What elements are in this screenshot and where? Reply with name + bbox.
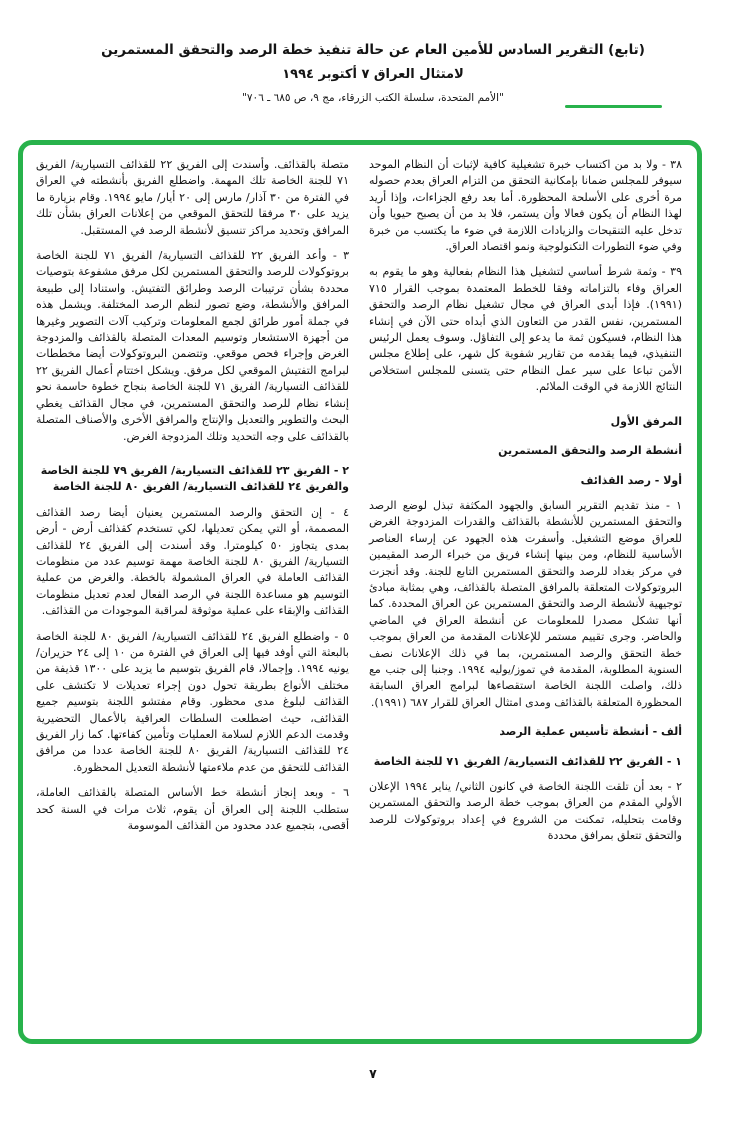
section-heading: أولا - رصد القذائف (580, 473, 682, 487)
page-number: ٧ (369, 1066, 377, 1081)
document-header (0, 42, 746, 104)
document-subtitle: لامتثال العراق ٧ أكتوبر ١٩٩٤ (282, 67, 464, 82)
body-paragraph: ٥ - واضطلع الفريق ٢٤ للقذائف التسيارية/ الفريق ٨٠ للجنة الخاصة بالبعثة التي أوفد فيها إلى العراق في الفترة من ١٠ إلى ٢٤ حزيران/ يونيه ١٩٩٤. وإجمالا، قام الفريق بتوسيم ما يزيد على ١٣٠٠ قذيفة من مختلف الأنواع بطريقة تحول دون إجراء تعديلات لا تكتشف على القذائف لبلوغ مدى محظور. وقام مفتشو اللجنة بتوسيم جميع القذائف، حيث اضطلعت السلطات العراقية بالأعمال التحضيرية وقدمت الدعم اللازم لسلامة العمليات وتأمين كفاءتها. كما زار الفريق ٢٤ للقذائف التسيارية/ الفريق ٨٠ للجنة الخاصة عددا من مرافق القذائف للتحقق من عدم ملاءمتها لأنشطة التعديل المحظورة. (36, 629, 349, 774)
two-column-layout (36, 157, 682, 1031)
section-heading: المرفق الأول (610, 414, 682, 428)
green-underline-mark (565, 105, 662, 108)
document-title: (تابع) التقرير السادس للأمين العام عن حالة تنفيذ خطة الرصد والتحقق المستمرين (101, 42, 645, 58)
body-paragraph: ٤ - إن التحقق والرصد المستمرين يعنيان أيضا رصد القذائف المصممة، أو التي يمكن تعديلها، لكي تستخدم كقذائف أرض - أرض بمدى يتجاوز ٥٠ كيلومترا. وقد أسندت إلى الفريق ٢٤ للقذائف التسيارية/ الفريق ٨٠ للجنة الخاصة مهمة توسيم عدد من منظومات القذائف العاملة في العراق المشمولة بالخطة. والغرض من عملية التوسيم هو مساعدة اللجنة في الرصد الفعال لعدم تعديل منظومات القذائف والإبقاء على عملية موثوقة لمراقبة الموجودات من القذائف. (36, 505, 349, 618)
content-border-box (18, 140, 702, 1044)
body-paragraph: ٣٨ - ولا بد من اكتساب خبرة تشغيلية كافية لإثبات أن النظام الموحد سيوفر للمجلس ضمانا بإمكانية التحقق من التزام العراق بعدم حصوله مرة أخرى على الأسلحة المحظورة. أما بعد رفع الجزاءات، وإذا أريد لهذا النظام أن يكون فعالا وأن يستمر، فلا بد من أن يصبح حيويا وأن تدخل عليه التنقيحات والزيادات اللازمة في ضوء ما يكتسب من خبرة وفي ضوء التطورات التكنولوجية ونمو اقتصاد العراق. (369, 158, 682, 254)
right-column (369, 157, 682, 1031)
body-paragraph: ٣ - وأعد الفريق ٢٢ للقذائف التسيارية/ الفريق ٧١ للجنة الخاصة بروتوكولات للرصد والتحقق المستمرين لكل مرفق مشفوعة بتوصيات محددة بشأن ترتيبات الرصد وطرائق التفتيش. واستنادا إلى طبيعة المرافق والأنشطة، وضع تصور لنظم الرصد المختلفة. ويشمل هذه في جملة أمور طرائق لجمع المعلومات وتركيب آلات التصوير وغيرها من أجهزة الاستشعار وتوسيم المعدات المتصلة بالقذائف والمزدوجة الغرض وإجراء فحص موقعي. وتتضمن البروتوكولات أيضا مخططات لبرامج التفتيش الموقعي لكل مرفق. ويشكل اختتام أعمال الفريق ٢٢ للقذائف التسيارية/ الفريق ٧١ للجنة الخاصة بنجاح خطوة حاسمة نحو إنشاء نظام للرصد والتحقق المستمرين، في مجال القذائف يغطي البحث والتطوير والتعديل والإنتاج والمرافق الأخرى والأصناف المتصلة بالقذائف على وجه التحديد وتلك المزدوجة الغرض. (36, 249, 349, 443)
body-paragraph: ١ - منذ تقديم التقرير السابق والجهود المكثفة تبذل لوضع الرصد والتحقق المستمرين للأنشطة بالقذائف والقدرات المزدوجة الغرض للعراق موضع التشغيل. وأسفرت هذه الجهود عن إرساء العناصر الأساسية للنظام، ومن بينها إنشاء فريق من خبراء الرصد المقيمين في مركز بغداد للرصد والتحقق المستمرين التابع للجنة. وقد أنجزت البروتوكولات المتعلقة بالمرافق المتصلة بالقذائف، وهي بمثابة مبادئ توجيهية لأنشطة الرصد والتحقق المستمرين عن العراق المحددة. كما أنها تشكل مصدرا للمعلومات عن أنشطة العراق في الماضي والحاضر. وجرى تقييم مستمر للإعلانات المقدمة من العراق بموجب خطة التحقق والرصد المستمرين، بما في ذلك الإعلانات نصف السنوية المطلوبة، المقدمة في تموز/يوليه ١٩٩٤. وجنبا إلى جنب مع ذلك، واصلت اللجنة الخاصة استقصاءها لبرامج العراق السابقة المحظورة المتعلقة بالقذائف ومدى امتثال العراق للقرار ٦٨٧ (١٩٩١). (369, 498, 682, 709)
body-paragraph: ٢ - بعد أن تلقت اللجنة الخاصة في كانون الثاني/ يناير ١٩٩٤ الإعلان الأولي المقدم من العراق بموجب خطة الرصد والتحقق المستمرين وقامت بتحليله، تمكنت من الشروع في إعداد بروتوكولات للرصد والتحقق تتعلق بمرافق محددة (369, 780, 682, 843)
section-heading: ٢ - الفريق ٢٣ للقذائف التسيارية/ الفريق ٧٩ للجنة الخاصة والفريق ٢٤ للقذائف التسيارية/ الفريق ٨٠ للجنة الخاصة (40, 463, 349, 494)
section-heading: ١ - الفريق ٢٢ للقذائف التسيارية/ الفريق ٧١ للجنة الخاصة (373, 754, 682, 768)
left-column (36, 157, 349, 1031)
body-paragraph: ٣٩ - وثمة شرط أساسي لتشغيل هذا النظام بفعالية وهو ما يقوم به العراق وفاء بالتزاماته وفقا للخطط المعتمدة بموجب القرار ٧١٥ (١٩٩١). فإذا أبدى العراق في مجال تشغيل نظام الرصد والتحقق المستمرين، نفس القدر من التعاون الذي أبداه حتى الآن في إنشاء هذا النظام، فسيكون ثمة ما يدعو إلى التفاؤل. وسوف يعمل الرئيس التنفيذي، فيما يقدمه من تقارير شفوية كل شهر، على إطلاع مجلس الأمن تباعا على سير عمل النظام حتى يتسنى للمجلس استخلاص النتائج اللازمة في الوقت الملائم. (369, 265, 682, 394)
body-paragraph: ٦ - وبعد إنجاز أنشطة خط الأساس المتصلة بالقذائف العاملة، ستطلب اللجنة إلى العراق أن يقوم، ثلاث مرات في السنة كحد أقصى، بتجميع عدد محدود من القذائف الموسومة (36, 786, 349, 833)
document-source-citation: "الأمم المتحدة، سلسلة الكتب الزرقاء، مج ٩، ص ٦٨٥ ـ ٧٠٦" (242, 92, 504, 104)
section-heading: ألف - أنشطة تأسيس عملية الرصد (499, 725, 682, 739)
section-heading: أنشطة الرصد والتحقق المستمرين (498, 444, 682, 458)
body-paragraph: متصلة بالقذائف. وأسندت إلى الفريق ٢٢ للقذائف التسيارية/ الفريق ٧١ للجنة الخاصة تلك المهمة. واضطلع الفريق بأنشطته في العراق في الفترة من ٣٠ آذار/ مارس إلى ٢٠ أيار/ مايو ١٩٩٤. وقام بزيارة ما يزيد على ٣٠ مرفقا للتحقق الموقعي من إعلانات العراق بشأن تلك المرافق وتحديد مراكز تنسيق لأنشطة الرصد في المستقبل. (36, 158, 350, 237)
